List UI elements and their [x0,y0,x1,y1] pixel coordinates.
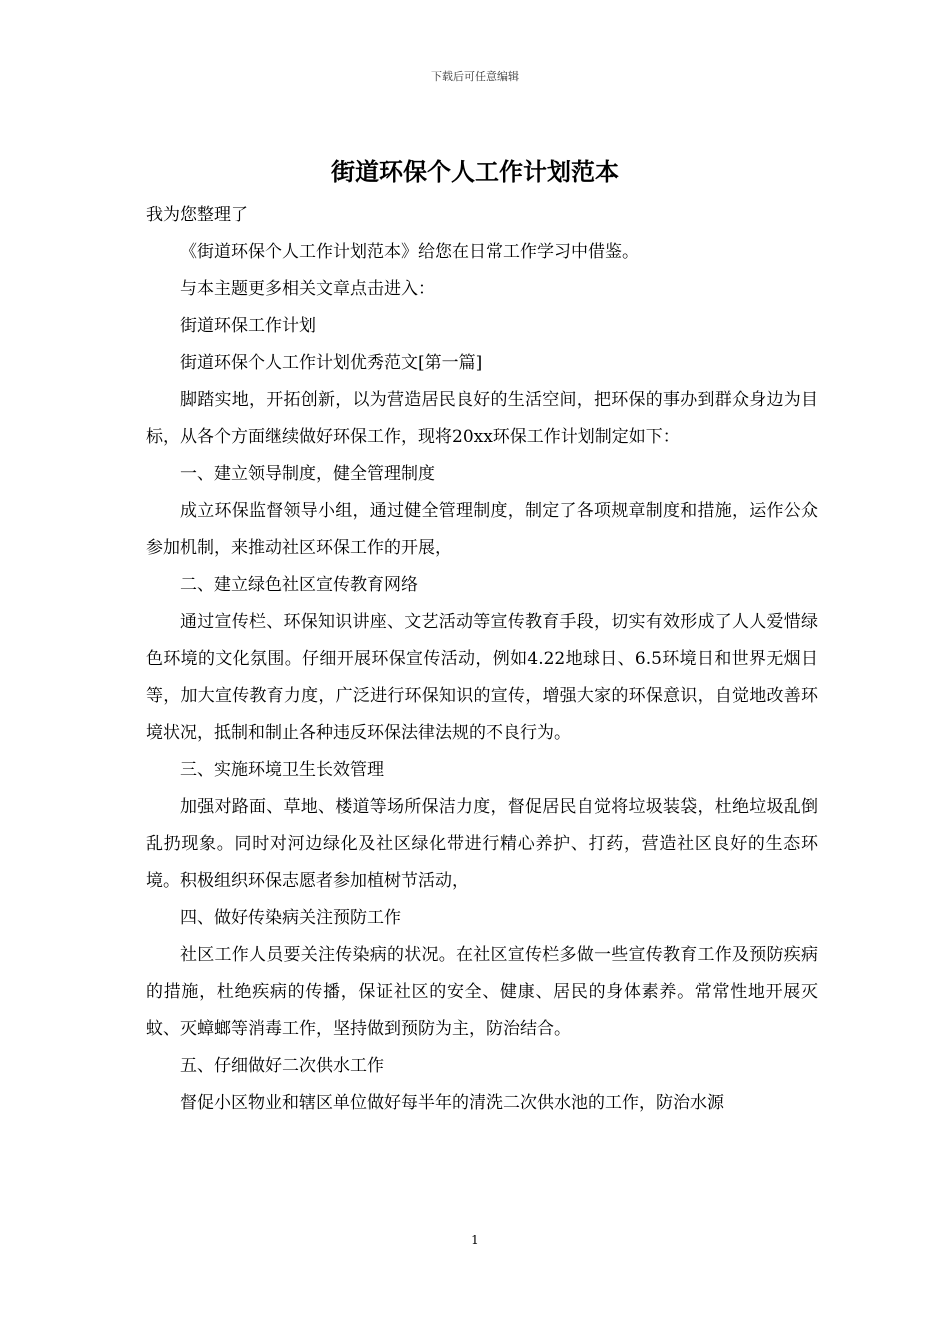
body-paragraph: 二、建立绿色社区宣传教育网络 [180,575,418,595]
body-paragraph: 街道环保工作计划 [180,316,316,336]
page-number: 1 [471,1233,479,1247]
body-paragraph: 与本主题更多相关文章点击进入： [180,279,435,299]
document-body [146,197,818,1122]
body-paragraph: 社区工作人员要关注传染病的状况。在社区宣传栏多做一些宣传教育工作及预防疾病的措施，杜绝疾病的传播，保证社区的安全、健康、居民的身体素养。常常性地开展灭蚊、灭蟑螂等消毒工作，坚持做到预防为主，防治结合。 [146,945,818,1039]
body-paragraph: 街道环保个人工作计划优秀范文[第一篇] [180,353,483,373]
body-paragraph: 三、实施环境卫生长效管理 [180,760,384,780]
body-paragraph: 成立环保监督领导小组，通过健全管理制度，制定了各项规章制度和措施，运作公众参加机制，来推动社区环保工作的开展， [146,501,818,558]
body-paragraph: 五、仔细做好二次供水工作 [180,1056,384,1076]
body-paragraph: 我为您整理了 [146,205,248,225]
body-paragraph: 加强对路面、草地、楼道等场所保洁力度，督促居民自觉将垃圾装袋，杜绝垃圾乱倒乱扔现象。同时对河边绿化及社区绿化带进行精心养护、打药，营造社区良好的生态环境。积极组织环保志愿者参加植树节活动， [146,797,818,891]
body-paragraph: 四、做好传染病关注预防工作 [180,908,401,928]
body-paragraph: 通过宣传栏、环保知识讲座、文艺活动等宣传教育手段，切实有效形成了人人爱惜绿色环境的文化氛围。仔细开展环保宣传活动，例如4.22地球日、6.5环境日和世界无烟日等，加大宣传教育力度，广泛进行环保知识的宣传，增强大家的环保意识，自觉地改善环境状况，抵制和制止各种违反环保法律法规的不良行为。 [146,612,818,743]
body-paragraph: 脚踏实地，开拓创新，以为营造居民良好的生活空间，把环保的事办到群众身边为目标，从各个方面继续做好环保工作，现将20xx环保工作计划制定如下： [146,390,818,447]
body-paragraph: 《街道环保个人工作计划范本》给您在日常工作学习中借鉴。 [180,242,639,262]
page-header-note: 下载后可任意编辑 [431,70,519,83]
document-title: 街道环保个人工作计划范本 [331,157,619,186]
body-paragraph: 一、建立领导制度，健全管理制度 [180,464,435,484]
body-paragraph: 督促小区物业和辖区单位做好每半年的清洗二次供水池的工作，防治水源 [180,1093,724,1113]
